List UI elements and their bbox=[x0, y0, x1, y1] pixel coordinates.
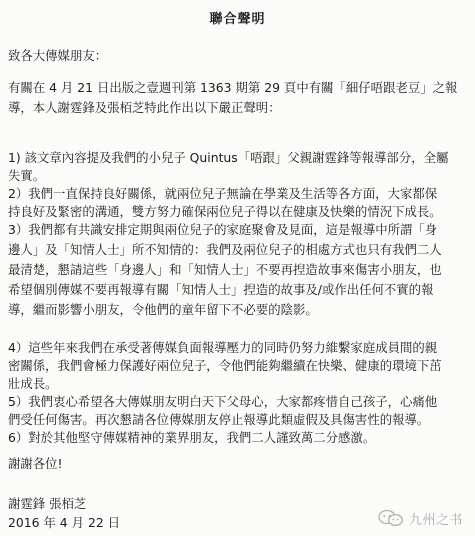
point-1-line: 1) 該文章內容提及我們的小兒子 Quintus「唔跟」父親謝霆鋒等報導部分，全屬 bbox=[8, 150, 449, 165]
point-3-line: 導，繼而影響小朋友，令他們的童年留下不必要的陰影。 bbox=[8, 302, 318, 317]
wechat-icon bbox=[378, 509, 404, 527]
point-4-line: 4）這些年來我們在承受著傳媒負面報導壓力的同時仍努力維繫家庭成員間的親 bbox=[8, 340, 438, 355]
point-3-line: 3）我們都有共識安排定期與兩位兒子的家庭聚會及見面，這是報導中所謂「身 bbox=[8, 222, 438, 237]
statement-date: 2016 年 4 月 22 日 bbox=[8, 515, 121, 530]
closing-thanks: 謝謝各位! bbox=[8, 456, 63, 471]
salutation: 致各大傳媒朋友： bbox=[8, 48, 108, 63]
point-4-line: 壯成長。 bbox=[8, 376, 58, 391]
watermark-text: 九州之书 bbox=[408, 512, 463, 528]
watermark bbox=[378, 508, 463, 528]
intro-line: 有關在 4 月 21 日出版之壹週刊第 1363 期第 29 頁中有關「細仔唔跟老豆」之報 bbox=[8, 80, 458, 95]
point-6-line: 6）對於其他堅守傳媒精神的業界朋友，我們二人謹致萬二分感激。 bbox=[8, 430, 376, 445]
intro-line: 導，本人謝霆鋒及張栢芝特此作出以下嚴正聲明： bbox=[8, 100, 281, 115]
point-2-line: 持良好及緊密的溝通，雙方努力確保兩位兒子得以在健康及快樂的情況下成長。 bbox=[8, 204, 442, 219]
point-4-line: 密關係，我們會極力保護好兩位兒子，令他們能夠繼續在快樂、健康的環境下茁 bbox=[8, 358, 442, 373]
signatories: 謝霆鋒 張栢芝 bbox=[8, 496, 87, 511]
point-3-line: 最清楚，懇請這些「身邊人」和「知情人士」不要再揑造故事來傷害小朋友，也 bbox=[8, 262, 442, 277]
point-3-line: 希望個別傳媒不要再報導有關「知情人士」揑造的故事及/或作出任何不實的報 bbox=[8, 282, 434, 297]
point-1-line: 失實。 bbox=[8, 168, 46, 183]
point-5-line: 們受任何傷害。再次懇請各位傳媒朋友停止報導此類虛假及具傷害性的報導。 bbox=[8, 412, 430, 427]
point-5-line: 5）我們衷心希望各大傳媒朋友明白天下父母心，大家都疼惜自己孩子，心痛他 bbox=[8, 394, 438, 409]
document-title: 聯合聲明 bbox=[209, 12, 266, 27]
point-3-line: 邊人」及「知情人士」所不知情的：我們及兩位兒子的相處方式也只有我們二人 bbox=[8, 242, 442, 257]
point-2-line: 2）我們一直保持良好關係，就兩位兒子無論在學業及生活等各方面，大家都保 bbox=[8, 186, 438, 201]
